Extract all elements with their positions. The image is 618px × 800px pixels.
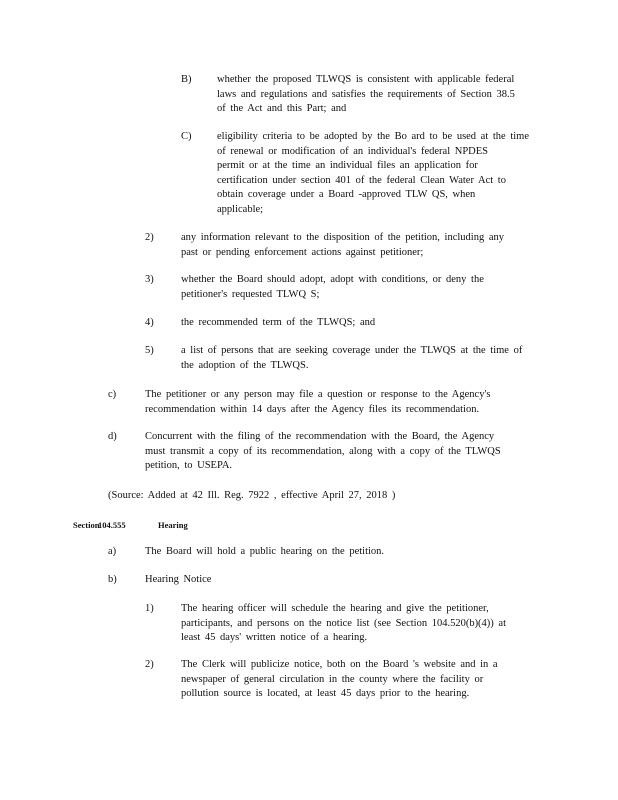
item-label: 3) (145, 274, 154, 285)
item-label: 5) (145, 345, 154, 356)
item-text: The Clerk will publicize notice, both on the Board 's website and in a newspaper of general circulation in the county where the facility or pollution source is located, at least 45 days prior to the hearing. (181, 659, 498, 699)
source-note: (Source: Added at 42 Ill. Reg. 7922 , effective April 27, 2018 ) (108, 490, 396, 501)
item-text: Hearing Notice (145, 574, 212, 585)
item-text: whether the proposed TLWQS is consistent with applicable federal laws and regulations and satisfies the requirements of Section 38.5 of the Act and this Part; and (217, 74, 515, 114)
section-number: 104.555 (98, 520, 126, 530)
item-text: whether the Board should adopt, adopt with conditions, or deny the petitioner's requested TLWQ S; (181, 274, 484, 300)
item-text: eligibility criteria to be adopted by the Bo ard to be used at the time of renewal or modification of an individual's federal NPDES permit or at the time an individual files an application for certification under section 401 of the federal Clean Water Act to obtain coverage under a Board -approved TLW QS, when applicable; (217, 131, 530, 215)
item-label: c) (108, 389, 117, 400)
item-text: any information relevant to the disposition of the petition, including any past or pending enforcement actions against petitioner; (181, 232, 504, 258)
item-text: The petitioner or any person may file a question or response to the Agency's recommendation within 14 days after the Agency files its recommendation. (145, 389, 491, 415)
item-label: C) (181, 131, 192, 142)
item-text: The hearing officer will schedule the hearing and give the petitioner, participants, and persons on the notice list (see Section 104.520(b)(4)) at least 45 days' written notice of a hearing. (181, 603, 507, 643)
section-title: Hearing (158, 520, 188, 530)
item-text: a list of persons that are seeking coverage under the TLWQS at the time of the adoption of the TLWQS. (181, 345, 523, 371)
item-label: 1) (145, 603, 154, 614)
item-label: b) (108, 574, 117, 585)
section-prefix: Section (73, 520, 100, 530)
item-text: The Board will hold a public hearing on the petition. (145, 546, 385, 557)
item-label: 2) (145, 232, 154, 243)
item-text: the recommended term of the TLWQS; and (181, 317, 376, 328)
item-label: d) (108, 431, 117, 442)
item-label: a) (108, 546, 117, 557)
item-label: 2) (145, 659, 154, 670)
item-text: Concurrent with the filing of the recommendation with the Board, the Agency must transmit a copy of its recommendation, along with a copy of the TLWQS petition, to USEPA. (145, 431, 501, 471)
item-label: 4) (145, 317, 154, 328)
item-label: B) (181, 74, 192, 85)
